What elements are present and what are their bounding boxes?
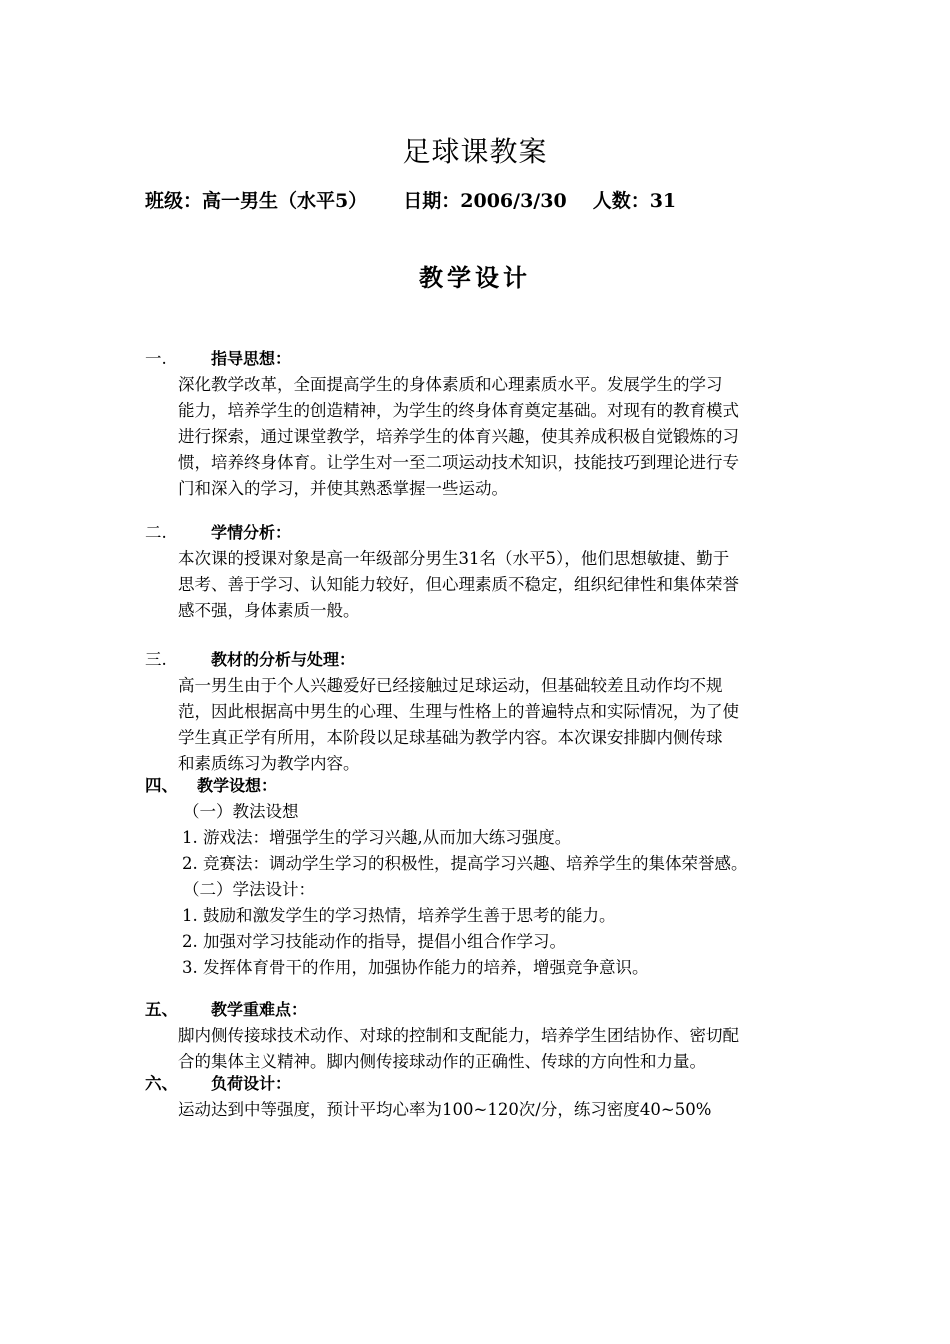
section-material-analysis <box>145 647 825 777</box>
class-value: 高一男生（水平5） <box>202 190 368 212</box>
section-student-analysis <box>145 520 825 624</box>
date-label: 日期： <box>403 190 461 212</box>
paragraph-line: 深化教学改革，全面提高学生的身体素质和心理素质水平。发展学生的学习 <box>178 375 723 394</box>
section-title: 教学设想： <box>197 776 278 795</box>
paragraph-line: 学生真正学有所用，本阶段以足球基础为教学内容。本次课安排脚内侧传球 <box>178 728 723 747</box>
lesson-meta <box>145 186 676 213</box>
subsection-title: （二）学法设计： <box>183 880 315 899</box>
paragraph-line: 合的集体主义精神。脚内侧传接球动作的正确性、传球的方向性和力量。 <box>178 1052 706 1071</box>
list-item: 3. 发挥体育骨干的作用，加强协作能力的培养，增强竞争意识。 <box>182 958 649 977</box>
section-number: 六、 <box>145 1074 178 1093</box>
document-title: 足球课教案 <box>402 135 548 168</box>
paragraph-line: 惯，培养终身体育。让学生对一至二项运动技术知识，技能技巧到理论进行专 <box>178 453 739 472</box>
section-load-design <box>145 1071 825 1123</box>
class-label: 班级： <box>145 190 203 212</box>
paragraph-line: 能力，培养学生的创造精神，为学生的终身体育奠定基础。对现有的教育模式 <box>178 401 739 420</box>
list-item: 1. 游戏法：增强学生的学习兴趣,从而加大练习强度。 <box>182 828 572 847</box>
section-number: 四、 <box>145 776 178 795</box>
section-title: 学情分析： <box>211 523 292 542</box>
section-number: 二. <box>145 523 167 542</box>
paragraph-line: 本次课的授课对象是高一年级部分男生31名（水平5），他们思想敏捷、勤于 <box>178 549 730 568</box>
section-number: 一. <box>145 349 167 368</box>
subsection-title: （一）教法设想 <box>183 802 299 821</box>
section-title: 指导思想： <box>211 349 292 368</box>
paragraph-line: 范，因此根据高中男生的心理、生理与性格上的普遍特点和实际情况，为了使 <box>178 702 739 721</box>
section-number: 五、 <box>145 1000 178 1019</box>
paragraph-line: 思考、善于学习、认知能力较好，但心理素质不稳定，组织纪律性和集体荣誉 <box>178 575 739 594</box>
date-value: 2006/3/30 <box>460 190 567 212</box>
section-title: 教材的分析与处理： <box>211 650 356 669</box>
paragraph-line: 进行探索，通过课堂教学，培养学生的体育兴趣，使其养成积极自觉锻炼的习 <box>178 427 739 446</box>
section-heading: 教学设计 <box>419 263 531 292</box>
section-key-points <box>145 997 825 1075</box>
paragraph-line: 高一男生由于个人兴趣爱好已经接触过足球运动，但基础较差且动作均不规 <box>178 676 723 695</box>
paragraph-line: 门和深入的学习，并使其熟悉掌握一些运动。 <box>178 479 508 498</box>
section-teaching-plan <box>145 773 825 981</box>
section-guiding-ideology <box>145 346 825 502</box>
section-title: 教学重难点： <box>211 1000 308 1019</box>
section-title: 负荷设计： <box>211 1074 292 1093</box>
count-value: 31 <box>649 190 677 212</box>
paragraph-line: 运动达到中等强度，预计平均心率为100~120次/分，练习密度40~50% <box>178 1100 712 1119</box>
list-item: 2. 加强对学习技能动作的指导，提倡小组合作学习。 <box>182 932 566 951</box>
paragraph-line: 和素质练习为教学内容。 <box>178 754 360 773</box>
section-number: 三. <box>145 650 167 669</box>
count-label: 人数： <box>592 190 650 212</box>
list-item: 2. 竞赛法：调动学生学习的积极性，提高学习兴趣、培养学生的集体荣誉感。 <box>182 854 748 873</box>
list-item: 1. 鼓励和激发学生的学习热情，培养学生善于思考的能力。 <box>182 906 616 925</box>
paragraph-line: 感不强，身体素质一般。 <box>178 601 360 620</box>
paragraph-line: 脚内侧传接球技术动作、对球的控制和支配能力，培养学生团结协作、密切配 <box>178 1026 739 1045</box>
